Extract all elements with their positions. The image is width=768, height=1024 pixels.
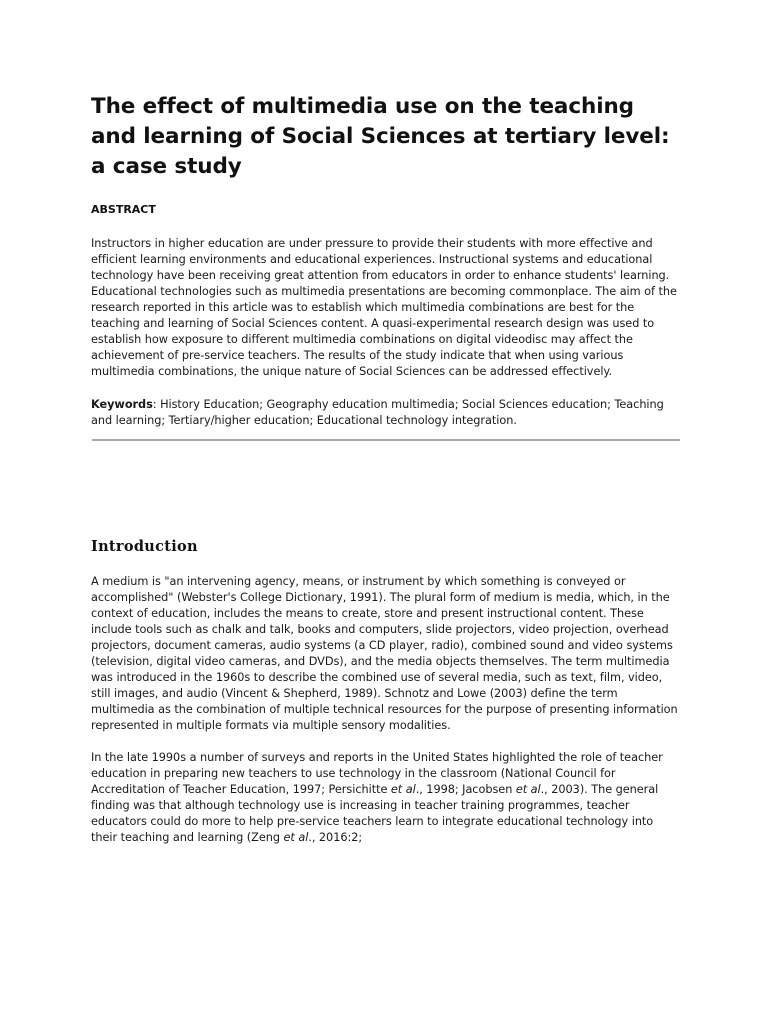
- keywords-list: : History Education; Geography education multimedia; Social Sciences education; Teaching and learning; Tertiary/higher education; Educational technology integration.: [91, 398, 664, 427]
- intro-p2-text: ., 2003). The general finding was that although technology use is increasing in teacher training programmes, teacher educators could do more to help pre-service teachers learn to integrate educational technology into their teaching and learning (Zeng: [91, 783, 659, 844]
- intro-paragraph-2: [91, 750, 681, 846]
- citation-etal: et al: [390, 783, 416, 796]
- keywords: [91, 397, 681, 429]
- intro-paragraph-1: A medium is "an intervening agency, means, or instrument by which something is conveyed or accomplished" (Webster's College Dictionary, 1991). The plural form of medium is media, which, in the context of education, includes the means to create, store and present instructional content. These include tools such as chalk and talk, books and computers, slide projectors, video projection, overhead projectors, document cameras, audio systems (a CD player, radio), combined sound and video systems (television, digital video cameras, and DVDs), and the media objects themselves. The term multimedia was introduced in the 1960s to describe the combined use of several media, such as text, film, video, still images, and audio (Vincent & Shepherd, 1989). Schnotz and Lowe (2003) define the term multimedia as the combination of multiple technical resources for the purpose of presenting information represented in multiple formats via multiple sensory modalities.: [91, 575, 678, 732]
- intro-p2-text: ., 2016:2;: [308, 831, 363, 844]
- citation-etal: et al: [515, 783, 541, 796]
- intro-p2-text: ., 1998; Jacobsen: [415, 783, 516, 796]
- intro-p2-text: In the late 1990s a number of surveys and reports in the United States highlighted the role of teacher education in preparing new teachers to use technology in the classroom (National Council for Accreditation of Teacher Education, 1997; Persichitte: [91, 751, 663, 796]
- section-divider: [92, 439, 680, 441]
- citation-etal: et al: [283, 831, 309, 844]
- introduction-heading: Introduction: [91, 538, 198, 555]
- article-title: The effect of multimedia use on the teaching and learning of Social Sciences at tertiary level: a case study: [91, 94, 670, 179]
- keywords-label: Keywords: [91, 398, 153, 411]
- article: [91, 92, 681, 846]
- abstract-text: Instructors in higher education are under pressure to provide their students with more effective and efficient learning environments and educational experiences. Instructional systems and educational technology have been receiving great attention from educators in order to enhance students' learning. Educational technologies such as multimedia presentations are becoming commonplace. The aim of the research reported in this article was to establish which multimedia combinations are best for the teaching and learning of Social Sciences content. A quasi-experimental research design was used to establish how exposure to different multimedia combinations on digital videodisc may affect the achievement of pre-service teachers. The results of the study indicate that when using various multimedia combinations, the unique nature of Social Sciences can be addressed effectively.: [91, 237, 677, 378]
- abstract-heading: ABSTRACT: [91, 203, 156, 216]
